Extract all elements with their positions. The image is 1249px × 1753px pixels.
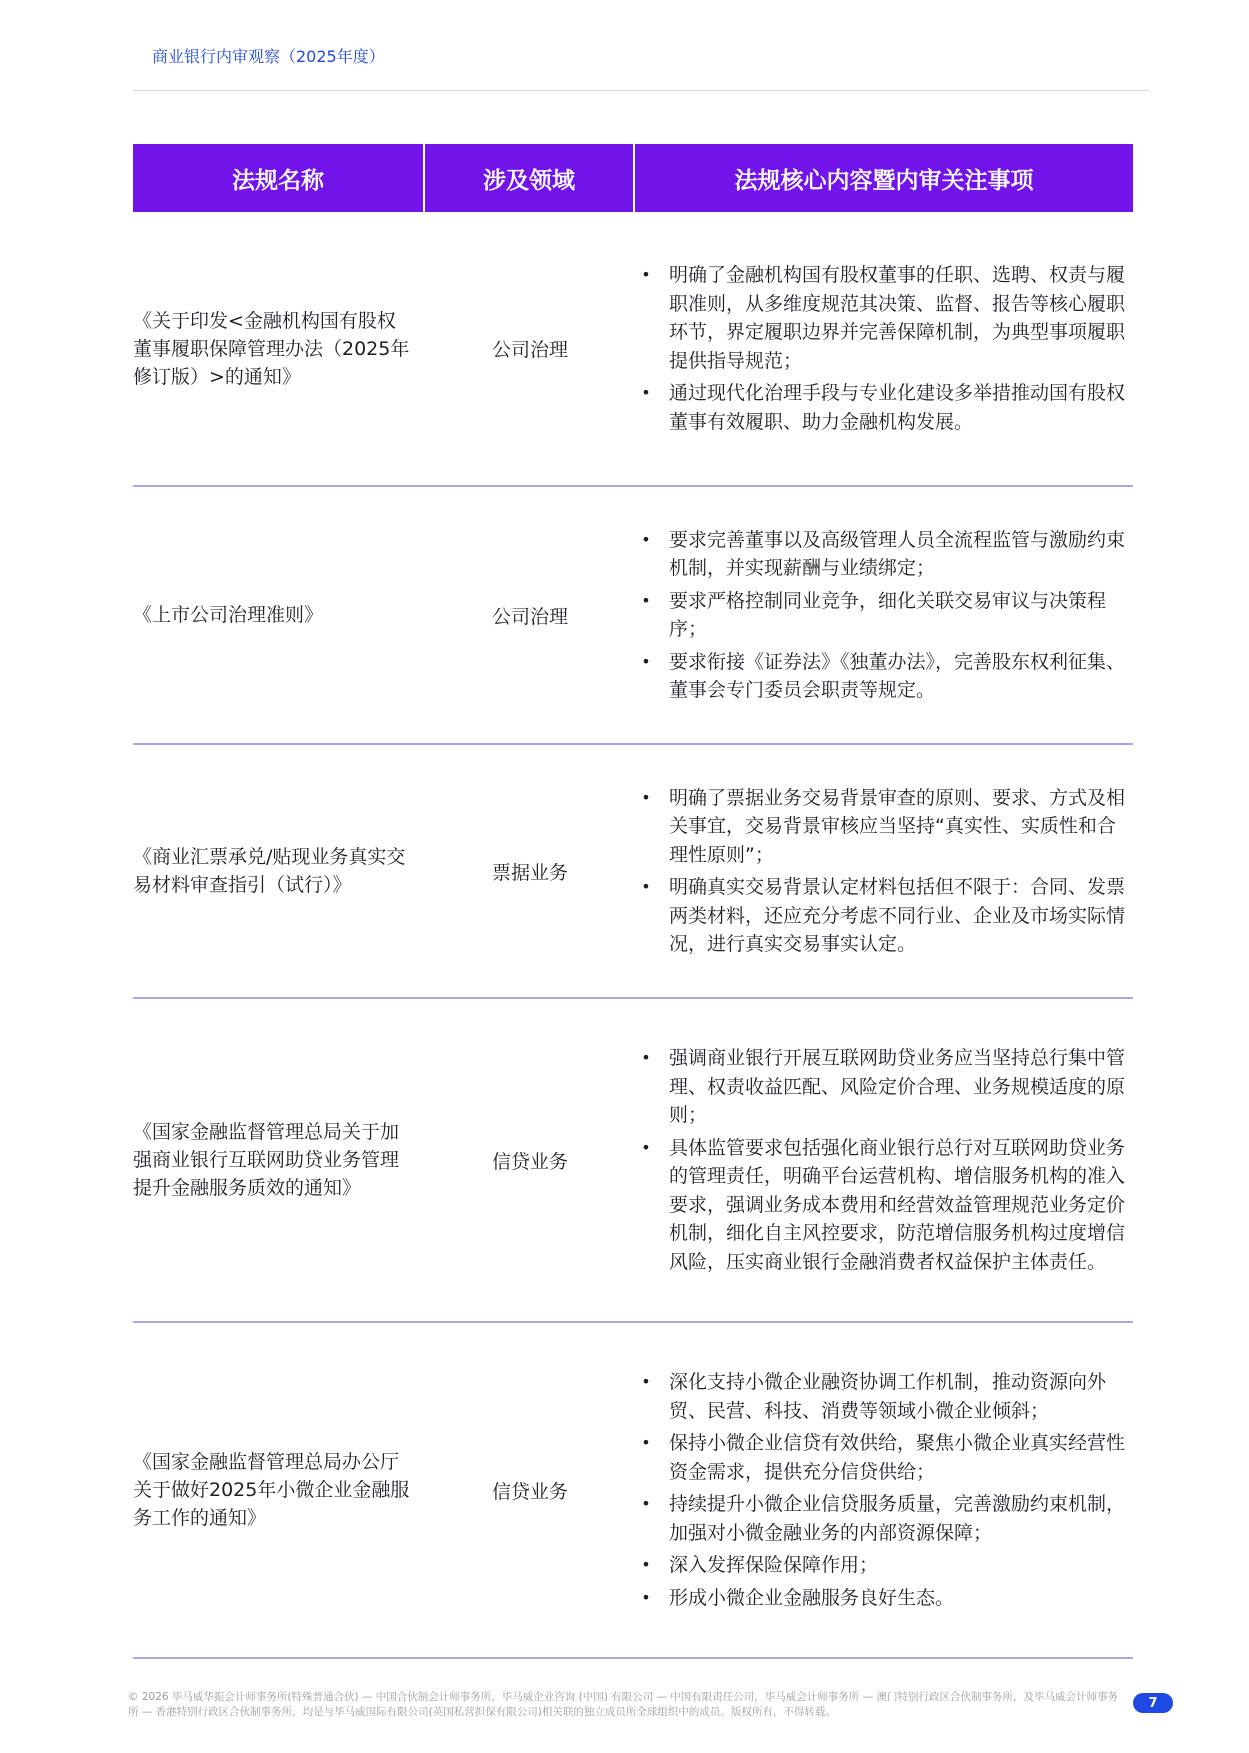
bullet-icon: • [641,1372,651,1391]
table-header [133,144,1133,212]
bullet-icon: • [641,1587,651,1607]
bullet-icon: • [641,529,651,549]
regulation-area: 票据业务 [491,861,568,884]
content-point: • 通过现代化治理手段与专业化建设多举措推动国有股权董事有效履职、助力金融机构发展。 [635,379,1133,436]
content-point: • 明确了票据业务交易背景审查的原则、要求、方式及相关事宜，交易背景审核应当坚持“真实性、实质性和合理性原则”； [635,784,1133,870]
regulation-area: 信贷业务 [491,1480,568,1503]
bullet-icon: • [641,1137,651,1157]
bullet-icon: • [641,1494,651,1513]
content-point: • 具体监管要求包括强化商业银行总行对互联网助贷业务的管理责任，明确平台运营机构、增信服务机构的准入要求，强调业务成本费用和经营效益管理规范业务定价机制，细化自主风控要求，防范增信服务机构过度增信风险，压实商业银行金融消费者权益保护主体责任。 [635,1134,1133,1277]
regulation-table [133,144,1133,1659]
header-divider [133,90,1149,91]
column-header-name: 法规名称 [133,144,425,212]
content-point: • 要求衔接《证券法》《独董办法》，完善股东权利征集、董事会专门委员会职责等规定。 [635,648,1133,705]
regulation-content [635,212,1133,485]
column-header-area: 涉及领域 [425,144,635,212]
regulation-content [635,1323,1133,1657]
regulation-name: 《国家金融监督管理总局办公厅关于做好2025年小微企业金融服务工作的通知》 [133,1451,410,1529]
content-point: • 强调商业银行开展互联网助贷业务应当坚持总行集中管理、权责收益匹配、风险定价合理、业务规模适度的原则； [635,1044,1133,1130]
regulation-name: 《上市公司治理准则》 [133,604,324,626]
table-row [133,745,1133,999]
regulation-content [635,999,1133,1321]
content-point: • 保持小微企业信贷有效供给，聚焦小微企业真实经营性资金需求，提供充分信贷供给； [635,1429,1133,1486]
content-point: • 深入发挥保险保障作用； [635,1551,1133,1580]
bullet-icon: • [641,1433,651,1452]
bullet-icon: • [641,1555,651,1574]
table-row [133,212,1133,487]
regulation-content [635,745,1133,997]
content-point: • 要求严格控制同业竞争，细化关联交易审议与决策程序； [635,587,1133,644]
regulation-content [635,487,1133,743]
footer-copyright: © 2026 毕马威华振会计师事务所(特殊普通合伙) — 中国合伙制会计师事务所，毕马威企业咨询 (中国) 有限公司 — 中国有限责任公司，毕马威会计师事务所 — 澳门特别行政区合伙制事务所，及毕马威会计师事务所 — 香港特别行政区合伙制事务所，均是与毕马威国际有限公司(英国私营担保有限公司)相关联的独立成员所全球组织中的成员。版权所有，不得转载。 [128,1691,1118,1718]
regulation-name: 《关于印发<金融机构国有股权董事履职保障管理办法（2025年修订版）>的通知》 [133,309,410,388]
bullet-icon: • [641,590,651,610]
page-number-badge: 7 [1133,1693,1173,1713]
bullet-icon: • [641,787,651,807]
regulation-name: 《商业汇票承兑/贴现业务真实交易材料审查指引（试行）》 [133,846,406,896]
page-header-title: 商业银行内审观察（2025年度） [152,47,385,66]
bullet-icon: • [641,1048,651,1067]
content-point: • 深化支持小微企业融资协调工作机制，推动资源向外贸、民营、科技、消费等领域小微企业倾斜； [635,1368,1133,1425]
table-row [133,999,1133,1323]
regulation-name: 《国家金融监督管理总局关于加强商业银行互联网助贷业务管理提升金融服务质效的通知》 [133,1121,400,1199]
content-point: • 持续提升小微企业信贷服务质量，完善激励约束机制，加强对小微金融业务的内部资源保障； [635,1490,1133,1547]
bullet-icon: • [641,265,651,284]
content-point: • 要求完善董事以及高级管理人员全流程监管与激励约束机制，并实现薪酬与业绩绑定； [635,526,1133,583]
table-row [133,1323,1133,1659]
content-point: • 明确真实交易背景认定材料包括但不限于：合同、发票两类材料，还应充分考虑不同行业、企业及市场实际情况，进行真实交易事实认定。 [635,873,1133,959]
bullet-icon: • [641,651,651,671]
bullet-icon: • [641,877,651,896]
content-point: • 形成小微企业金融服务良好生态。 [635,1584,1133,1613]
regulation-area: 信贷业务 [491,1150,568,1173]
regulation-area: 公司治理 [491,339,568,361]
content-point: • 明确了金融机构国有股权董事的任职、选聘、权责与履职准则，从多维度规范其决策、监督、报告等核心履职环节，界定履职边界并完善保障机制，为典型事项履职提供指导规范； [635,261,1133,375]
regulation-area: 公司治理 [491,605,568,628]
table-row [133,487,1133,745]
bullet-icon: • [641,383,651,402]
column-header-content: 法规核心内容暨内审关注事项 [734,167,1034,194]
